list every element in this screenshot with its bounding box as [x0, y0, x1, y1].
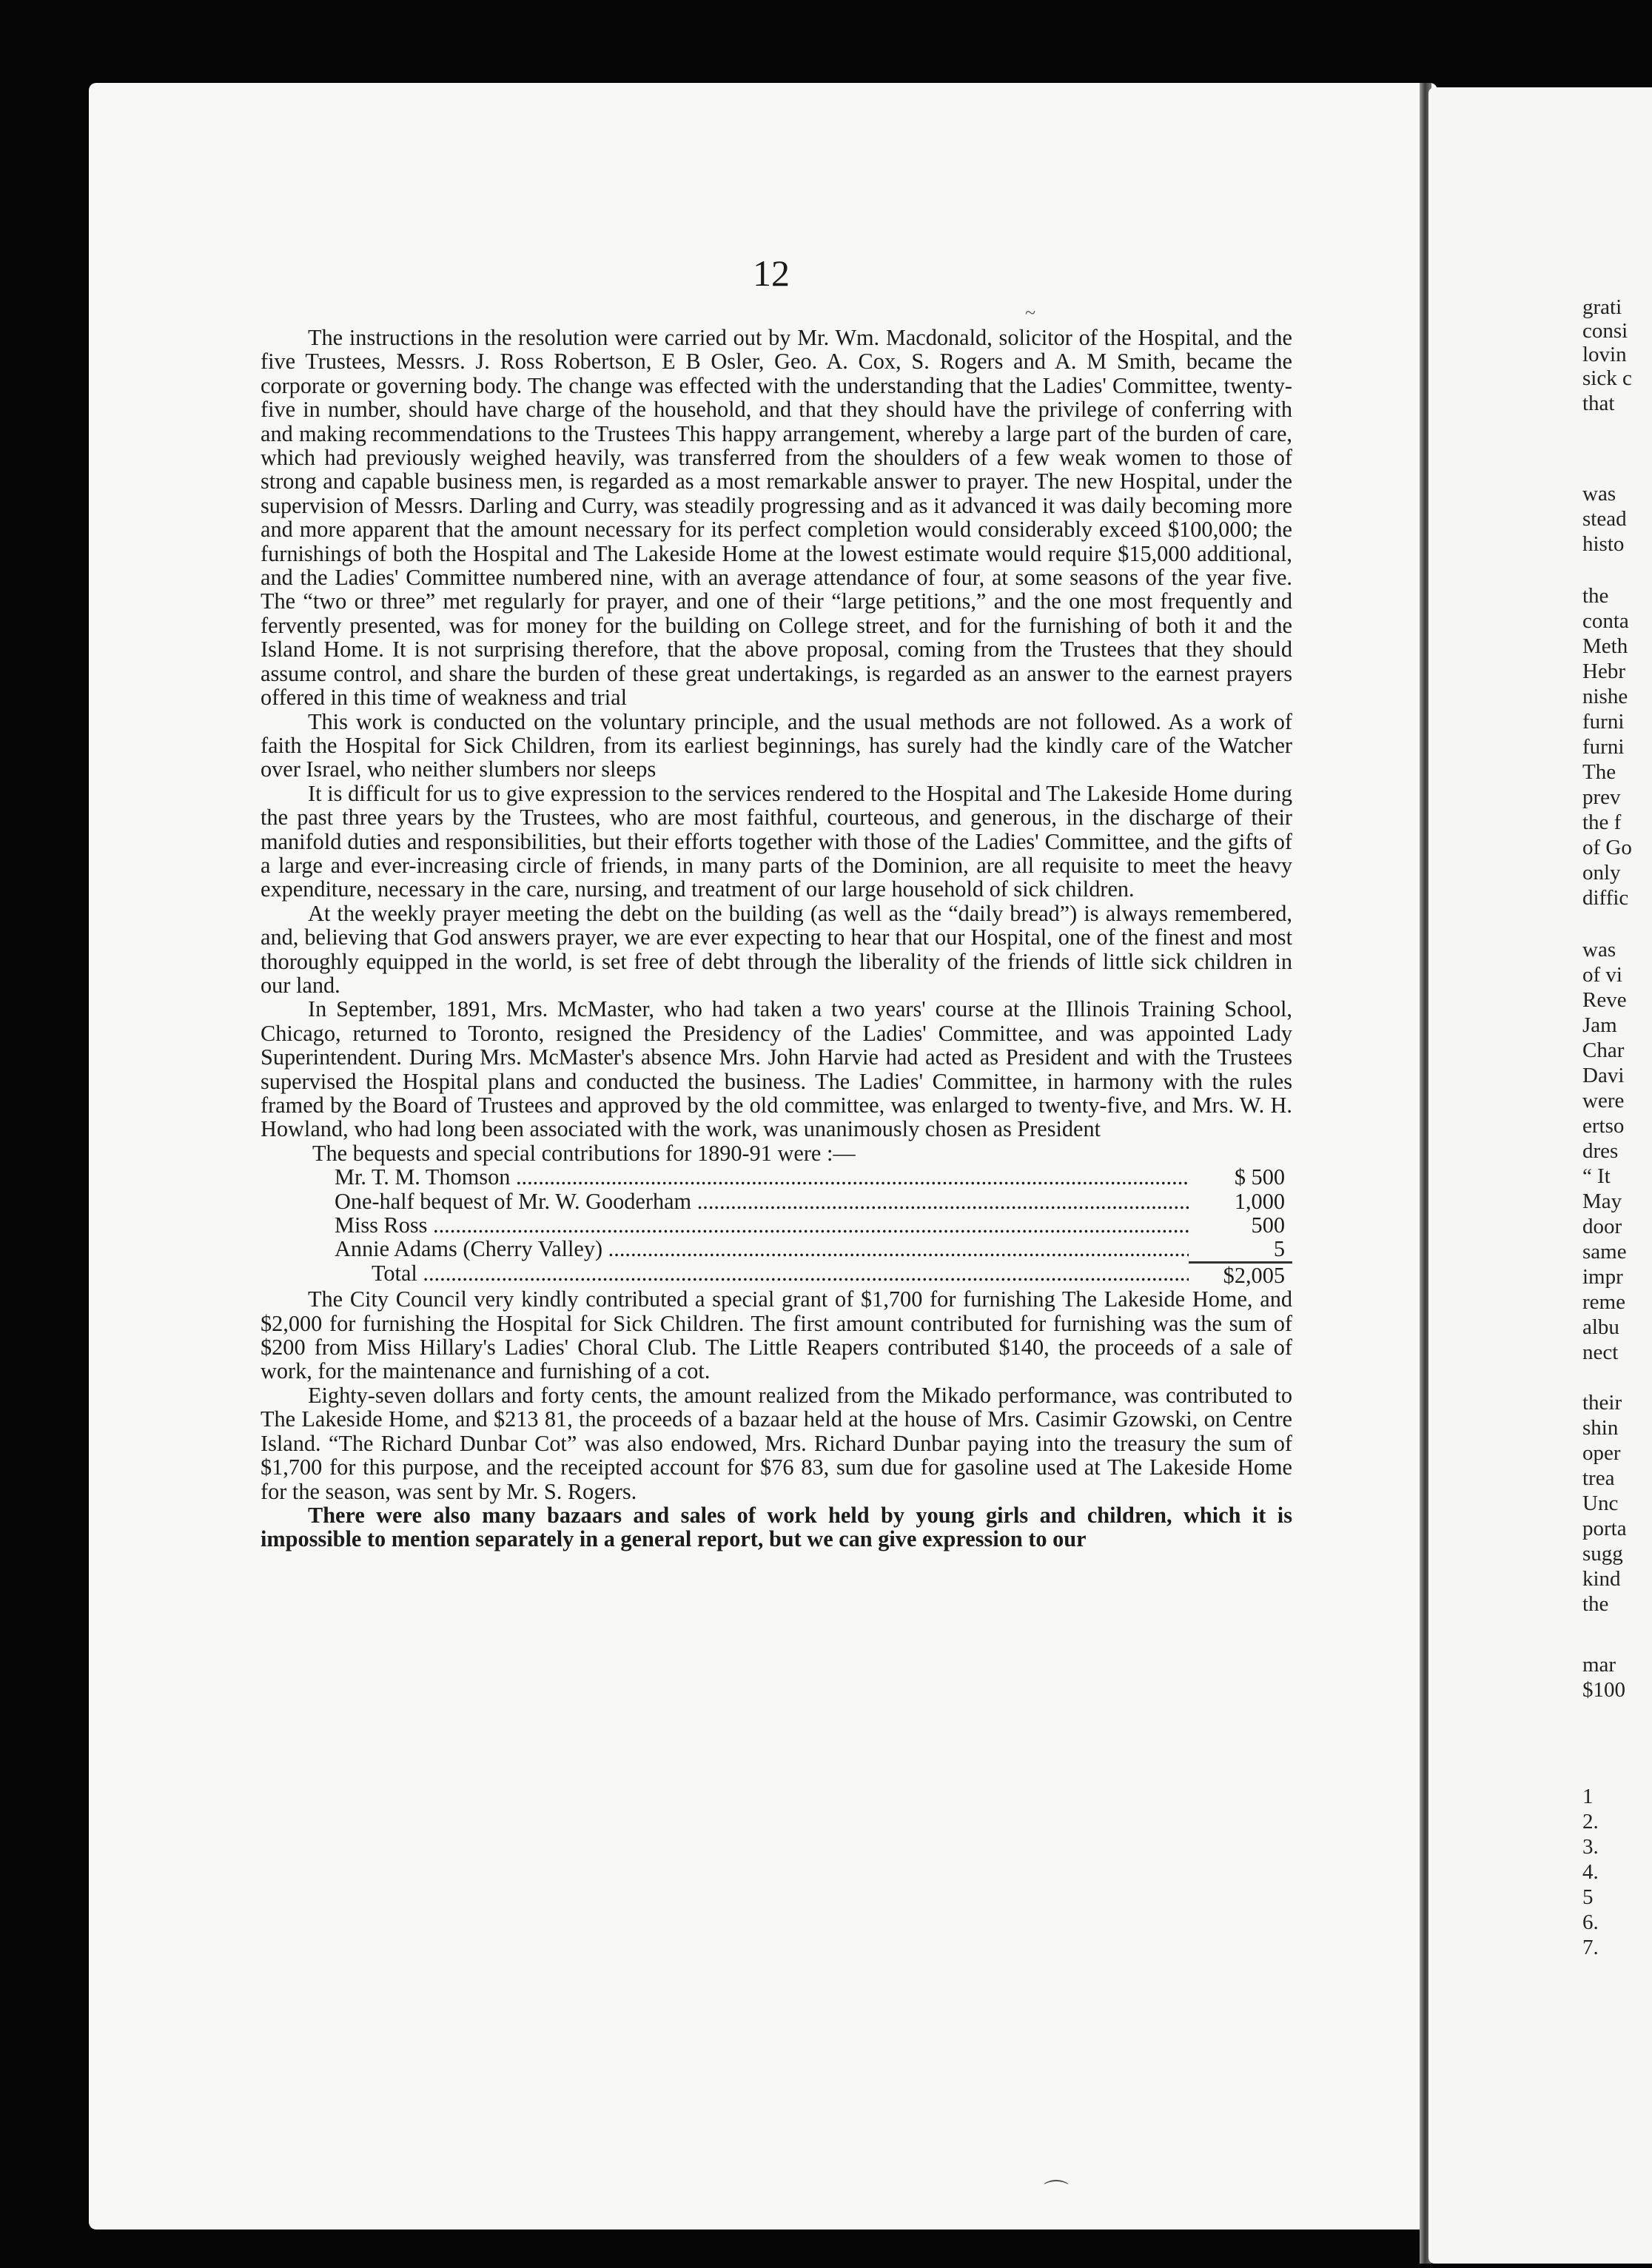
- right-page-line: was: [1582, 482, 1616, 506]
- contributor-name: One-half bequest of Mr. W. Gooderham .....: [335, 1190, 1189, 1213]
- right-page-line: albu: [1582, 1315, 1619, 1339]
- right-page-line: “ It: [1582, 1164, 1611, 1188]
- right-page-line: of vi: [1582, 963, 1622, 987]
- right-page-line: lovin: [1582, 343, 1627, 366]
- contribution-amount: 1,000: [1234, 1188, 1285, 1214]
- paragraph: The City Council very kindly contributed a special grant of $1,700 for furnishing The Lakeside Home, and $2,000 for furnishing the Hospital for Sick Children. The first amount contributed for furnishing was the sum of $200 from Miss Hillary's Ladies' Choral Club. The Little Reapers contributed $140, the proceeds of a sale of work, for the maintenance and furnishing of a cot.: [261, 1286, 1292, 1384]
- contribution-total-row: [261, 1261, 1292, 1287]
- right-page-line: The: [1582, 760, 1616, 784]
- contributions-heading: The bequests and special contributions for 1890-91 were :—: [312, 1140, 856, 1166]
- right-page-line: dres: [1582, 1139, 1619, 1163]
- right-page-line: Meth: [1582, 634, 1628, 658]
- contribution-row: [261, 1165, 1292, 1189]
- right-page-line: oper: [1582, 1441, 1621, 1465]
- right-page-line: kind: [1582, 1567, 1621, 1591]
- right-page-line: that: [1582, 392, 1615, 415]
- paragraph: At the weekly prayer meeting the debt on the building (as well as the “daily bread”) is always remembered, and, believing that God answers prayer, we are ever expecting to hear that our Hospital, one of the finest and most thoroughly equipped in the world, is set free of debt through the liberality of the friends of little sick children in our land.: [261, 900, 1292, 998]
- right-page-line: conta: [1582, 609, 1629, 633]
- right-page-line: diffic: [1582, 886, 1629, 910]
- right-page-line: stead: [1582, 507, 1627, 531]
- right-page-line: 1: [1582, 1785, 1594, 1808]
- right-page-line: Reve: [1582, 988, 1627, 1012]
- right-page-line: 7.: [1582, 1936, 1599, 1959]
- right-page-line: porta: [1582, 1517, 1627, 1540]
- right-page-line: sugg: [1582, 1542, 1623, 1566]
- right-page-line: 3.: [1582, 1835, 1599, 1859]
- right-page-line: May: [1582, 1190, 1622, 1213]
- paragraph: The instructions in the resolution were carried out by Mr. Wm. Macdonald, solicitor of the Hospital, and the five Trustees, Messrs. J. Ross Robertson, E B Osler, Geo. A. Cox, S. Rogers and A. M Smith, became the corporate or governing body. The change was effected with the understanding that the Ladies' Committee, twenty-five in number, should have charge of the household, and that they should have the privilege of conferring with and making recommendations to the Trustees This happy arrangement, whereby a large part of the burden of care, which had previously weighed heavily, was transferred from the shoulders of a few weak women to those of strong and capable business men, is regarded as a most remarkable answer to prayer. The new Hospital, under the supervision of Messrs. Darling and Curry, was steadily progressing and as it advanced it was daily becoming more and more apparent that the amount necessary for its perfect completion would considerably exceed $100,000; the furnishings of both the Hospital and The Lakeside Home at the lowest estimate would require $15,000 additional, and the Ladies' Committee numbered nine, with an average attendance of four, at some seasons of the year five. The “two or three” met regularly for prayer, and one of their “large petitions,” and the one most frequently and fervently presented, was for money for the building on College street, and for the furnishing of both it and the Island Home. It is not surprising therefore, that the above proposal, coming from the Trustees that they should assume control, and share the burden of these great undertakings, is regarded as an answer to the earnest prayers offered in this time of weakness and trial: [261, 325, 1292, 711]
- right-page-line: Unc: [1582, 1492, 1619, 1515]
- right-page-line: trea: [1582, 1466, 1615, 1490]
- right-page-line: 4.: [1582, 1860, 1599, 1884]
- total-amount: $2,005: [1189, 1261, 1292, 1287]
- page-number: 12: [753, 252, 790, 294]
- right-page-line: nishe: [1582, 685, 1628, 708]
- contributions-list: [261, 1141, 1292, 1287]
- right-page-line: 6.: [1582, 1910, 1599, 1934]
- contributor-name: Mr. T. M. Thomson .....: [335, 1165, 1189, 1189]
- right-page-line: was: [1582, 938, 1616, 962]
- right-page-line: were: [1582, 1089, 1625, 1113]
- contribution-row: [261, 1237, 1292, 1261]
- right-page-line: only: [1582, 861, 1621, 885]
- right-page-line: Hebr: [1582, 660, 1625, 683]
- right-page-line: 5: [1582, 1885, 1594, 1909]
- contribution-amount: 5: [1273, 1236, 1285, 1262]
- right-page-line: door: [1582, 1215, 1622, 1238]
- right-page-line: 2.: [1582, 1810, 1599, 1833]
- right-page-line: reme: [1582, 1290, 1625, 1314]
- right-page-line: the: [1582, 1592, 1609, 1616]
- contributor-name: Miss Ross .....: [335, 1213, 1189, 1237]
- right-page-line: same: [1582, 1240, 1627, 1264]
- right-page: [1428, 87, 1652, 2264]
- right-page-line: sick c: [1582, 366, 1632, 390]
- right-page-line: the f: [1582, 811, 1622, 834]
- right-page-line: shin: [1582, 1416, 1619, 1440]
- total-label: Total .....: [372, 1261, 1189, 1287]
- right-page-line: Char: [1582, 1039, 1625, 1062]
- right-page-line: ertso: [1582, 1114, 1625, 1138]
- paragraph: This work is conducted on the voluntary principle, and the usual methods are not followed. As a work of faith the Hospital for Sick Children, from its earliest beginnings, has surely had the kindly care of the Watcher over Israel, who neither slumbers nor sleeps: [261, 708, 1292, 782]
- right-page-line: their: [1582, 1391, 1622, 1415]
- right-page-line: Davi: [1582, 1064, 1625, 1087]
- paragraph: Eighty-seven dollars and forty cents, the amount realized from the Mikado performance, was contributed to The Lakeside Home, and $213 81, the proceeds of a bazaar held at the house of Mrs. Casimir Gzowski, on Centre Island. “The Richard Dunbar Cot” was also endowed, Mrs. Richard Dunbar paying into the treasury the sum of $1,700 for this purpose, and the receipted account for $76 83, sum due for gasoline used at The Lakeside Home for the season, was sent by Mr. S. Rogers.: [261, 1382, 1292, 1504]
- paragraph: It is difficult for us to give expression to the services rendered to the Hospital and The Lakeside Home during the past three years by the Trustees, who are most faithful, courteous, and generous, in the discharge of their manifold duties and responsibilities, but their efforts together with those of the Ladies' Committee, and the gifts of a large and ever-increasing circle of friends, in many parts of the Dominion, are all requisite to meet the heavy expenditure, necessary in the care, nursing, and treatment of our large household of sick children.: [261, 780, 1292, 902]
- contribution-row: [261, 1190, 1292, 1213]
- right-page-line: mar: [1582, 1653, 1616, 1677]
- right-page-line: furni: [1582, 710, 1625, 734]
- right-page-line: nect: [1582, 1341, 1619, 1364]
- right-page-line: the: [1582, 584, 1609, 608]
- contribution-row: [261, 1213, 1292, 1237]
- right-page-line: Jam: [1582, 1013, 1617, 1037]
- right-page-line: $100: [1582, 1678, 1625, 1702]
- right-page-line: impr: [1582, 1265, 1623, 1289]
- contribution-amount: 500: [1251, 1212, 1285, 1238]
- right-page-line: prev: [1582, 785, 1621, 809]
- contributor-name: Annie Adams (Cherry Valley) .....: [335, 1237, 1189, 1261]
- paragraph: In September, 1891, Mrs. McMaster, who had taken a two years' course at the Illinois Training School, Chicago, returned to Toronto, resigned the Presidency of the Ladies' Committee, and was appointed Lady Superintendent. During Mrs. McMaster's absence Mrs. John Harvie had acted as President and with the Trustees supervised the Hospital plans and conducted the business. The Ladies' Committee, in harmony with the rules framed by the Board of Trustees and approved by the old committee, was enlarged to twenty-five, and Mrs. W. H. Howland, who had long been associated with the work, was unanimously chosen as President: [261, 996, 1292, 1142]
- page-body: [261, 326, 1292, 1551]
- right-page-line: histo: [1582, 532, 1625, 556]
- stray-mark: ⌒: [1044, 2180, 1069, 2207]
- right-page-line: grati: [1582, 295, 1622, 319]
- right-page-line: of Go: [1582, 836, 1632, 859]
- stray-mark: ~: [1025, 302, 1036, 323]
- right-page-line: consi: [1582, 319, 1628, 343]
- right-page-line: furni: [1582, 735, 1625, 759]
- paragraph: There were also many bazaars and sales of work held by young girls and children, which it is impossible to mention separately in a general report, but we can give expression to our: [261, 1502, 1292, 1552]
- contribution-amount: $ 500: [1234, 1164, 1285, 1190]
